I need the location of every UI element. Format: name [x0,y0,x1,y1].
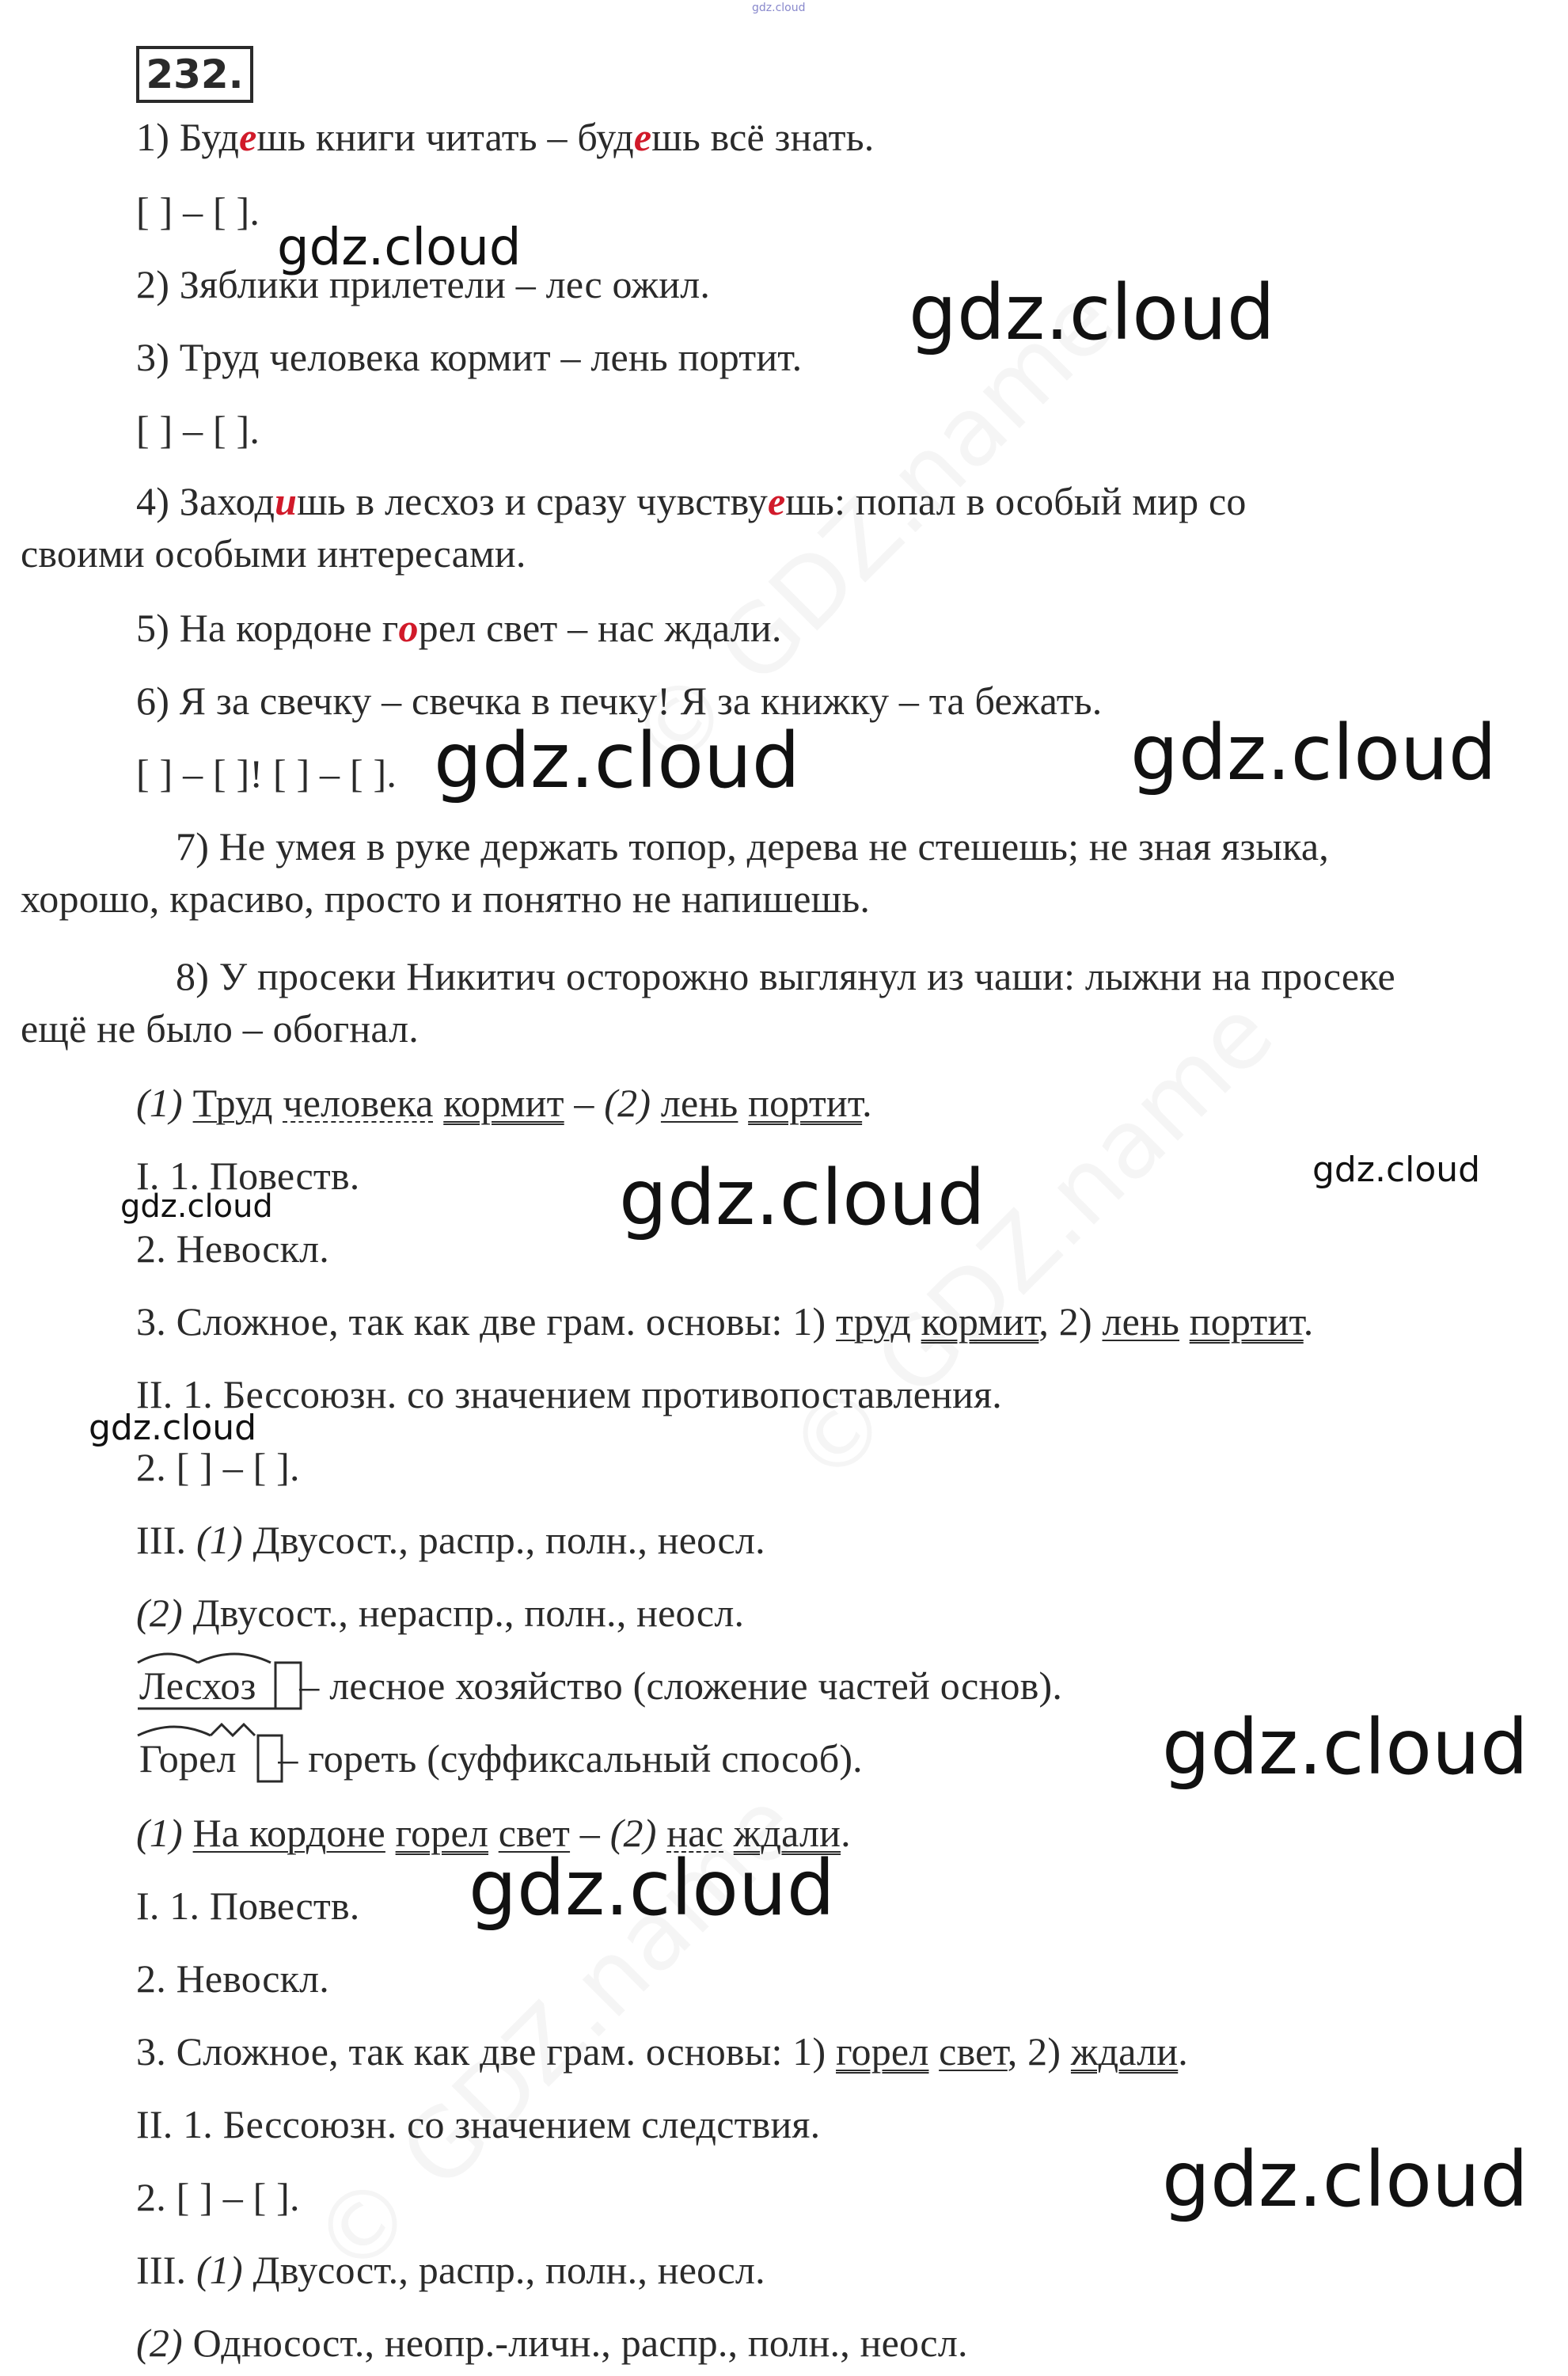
watermark: gdz.cloud [909,268,1275,357]
exercise-number: 232. [136,46,253,103]
watermark: gdz.cloud [1130,709,1497,797]
analysis-1-type: II. 1. Бессоюзн. со значением противопоставления. [136,1372,1003,1416]
analysis-5-type: II. 1. Бессоюзн. со значением следствия. [136,2102,821,2146]
sentence-4-cont: своими особыми интересами. [21,531,526,576]
morpheme-arcs [135,1645,317,1724]
watermark: gdz.cloud [1312,1150,1481,1190]
analysis-5-part2: (2) Односост., неопр.-личн., распр., полн., неосл. [136,2321,968,2365]
watermark: gdz.cloud [1162,2135,1528,2224]
analysis-1-purpose: I. 1. Повеств. [136,1154,360,1198]
analysis-sentence-1: (1) Труд человека кормит – (2) лень портит. [136,1081,872,1125]
analysis-1-scheme: 2. [ ] – [ ]. [136,1445,300,1489]
word-lesxoz: Лесхоз [139,1659,256,1712]
watermark: gdz.cloud [619,1154,985,1242]
scheme-3: [ ] – [ ]. [136,408,260,452]
analysis-1-structure: 3. Сложное, так как две грам. основы: 1) труд кормит, 2) лень портит. [136,1299,1314,1344]
scheme-6: [ ] – [ ]! [ ] – [ ]. [136,751,397,796]
sentence-8-cont: ещё не было – обогнал. [21,1006,420,1051]
morpheme-gorel: Горел – гореть (суффиксальный способ). [139,1732,863,1785]
morpheme-arcs [135,1718,293,1797]
analysis-sentence-5: (1) На кордоне горел свет – (2) нас ждали. [136,1811,851,1855]
watermark: gdz.cloud [469,1844,835,1933]
morpheme-lesxoz: Лесхоз – лесное хозяйство (сложение частей основ). [139,1659,1062,1712]
watermark: gdz.cloud [277,219,522,277]
sentence-7: 7) Не умея в руке держать топор, дерева не стешешь; не зная языка, [176,824,1329,869]
background-watermark [767,979,1295,1507]
analysis-5-structure: 3. Сложное, так как две грам. основы: 1) горел свет, 2) ждали. [136,2029,1188,2074]
watermark: gdz.cloud [434,717,800,805]
top-watermark: gdz.cloud [752,2,806,14]
analysis-1-part1: III. (1) Двусост., распр., полн., неосл. [136,1518,765,1562]
sentence-8: 8) У просеки Никитич осторожно выглянул из чаши: лыжни на просеке [176,954,1395,998]
analysis-5-scheme: 2. [ ] – [ ]. [136,2175,300,2219]
analysis-5-part1: III. (1) Двусост., распр., полн., неосл. [136,2248,765,2292]
sentence-6: 6) Я за свечку – свечка в печку! Я за книжку – та бежать. [136,679,1103,723]
sentence-4: 4) Заходишь в лесхоз и сразу чувствуешь: попал в особый мир со [136,479,1247,523]
sentence-1: 1) Будешь книги читать – будешь всё знать. [136,115,875,159]
sentence-2: 2) Зяблики прилетели – лес ожил. [136,262,711,306]
sentence-3: 3) Труд человека кормит – лень портит. [136,335,803,379]
sentence-5: 5) На кордоне горел свет – нас ждали. [136,606,782,650]
analysis-5-purpose: I. 1. Повеств. [136,1884,360,1928]
analysis-1-part2: (2) Двусост., нераспр., полн., неосл. [136,1591,745,1635]
watermark: gdz.cloud [1162,1703,1528,1792]
scheme-1: [ ] – [ ]. [136,189,260,234]
watermark: gdz.cloud [89,1408,257,1448]
analysis-5-intonation: 2. Невоскл. [136,1956,329,2001]
analysis-1-intonation: 2. Невоскл. [136,1226,329,1271]
sentence-7-cont: хорошо, красиво, просто и понятно не напишешь. [21,876,871,921]
word-gorel: Горел [139,1732,237,1785]
watermark: gdz.cloud [120,1188,273,1225]
